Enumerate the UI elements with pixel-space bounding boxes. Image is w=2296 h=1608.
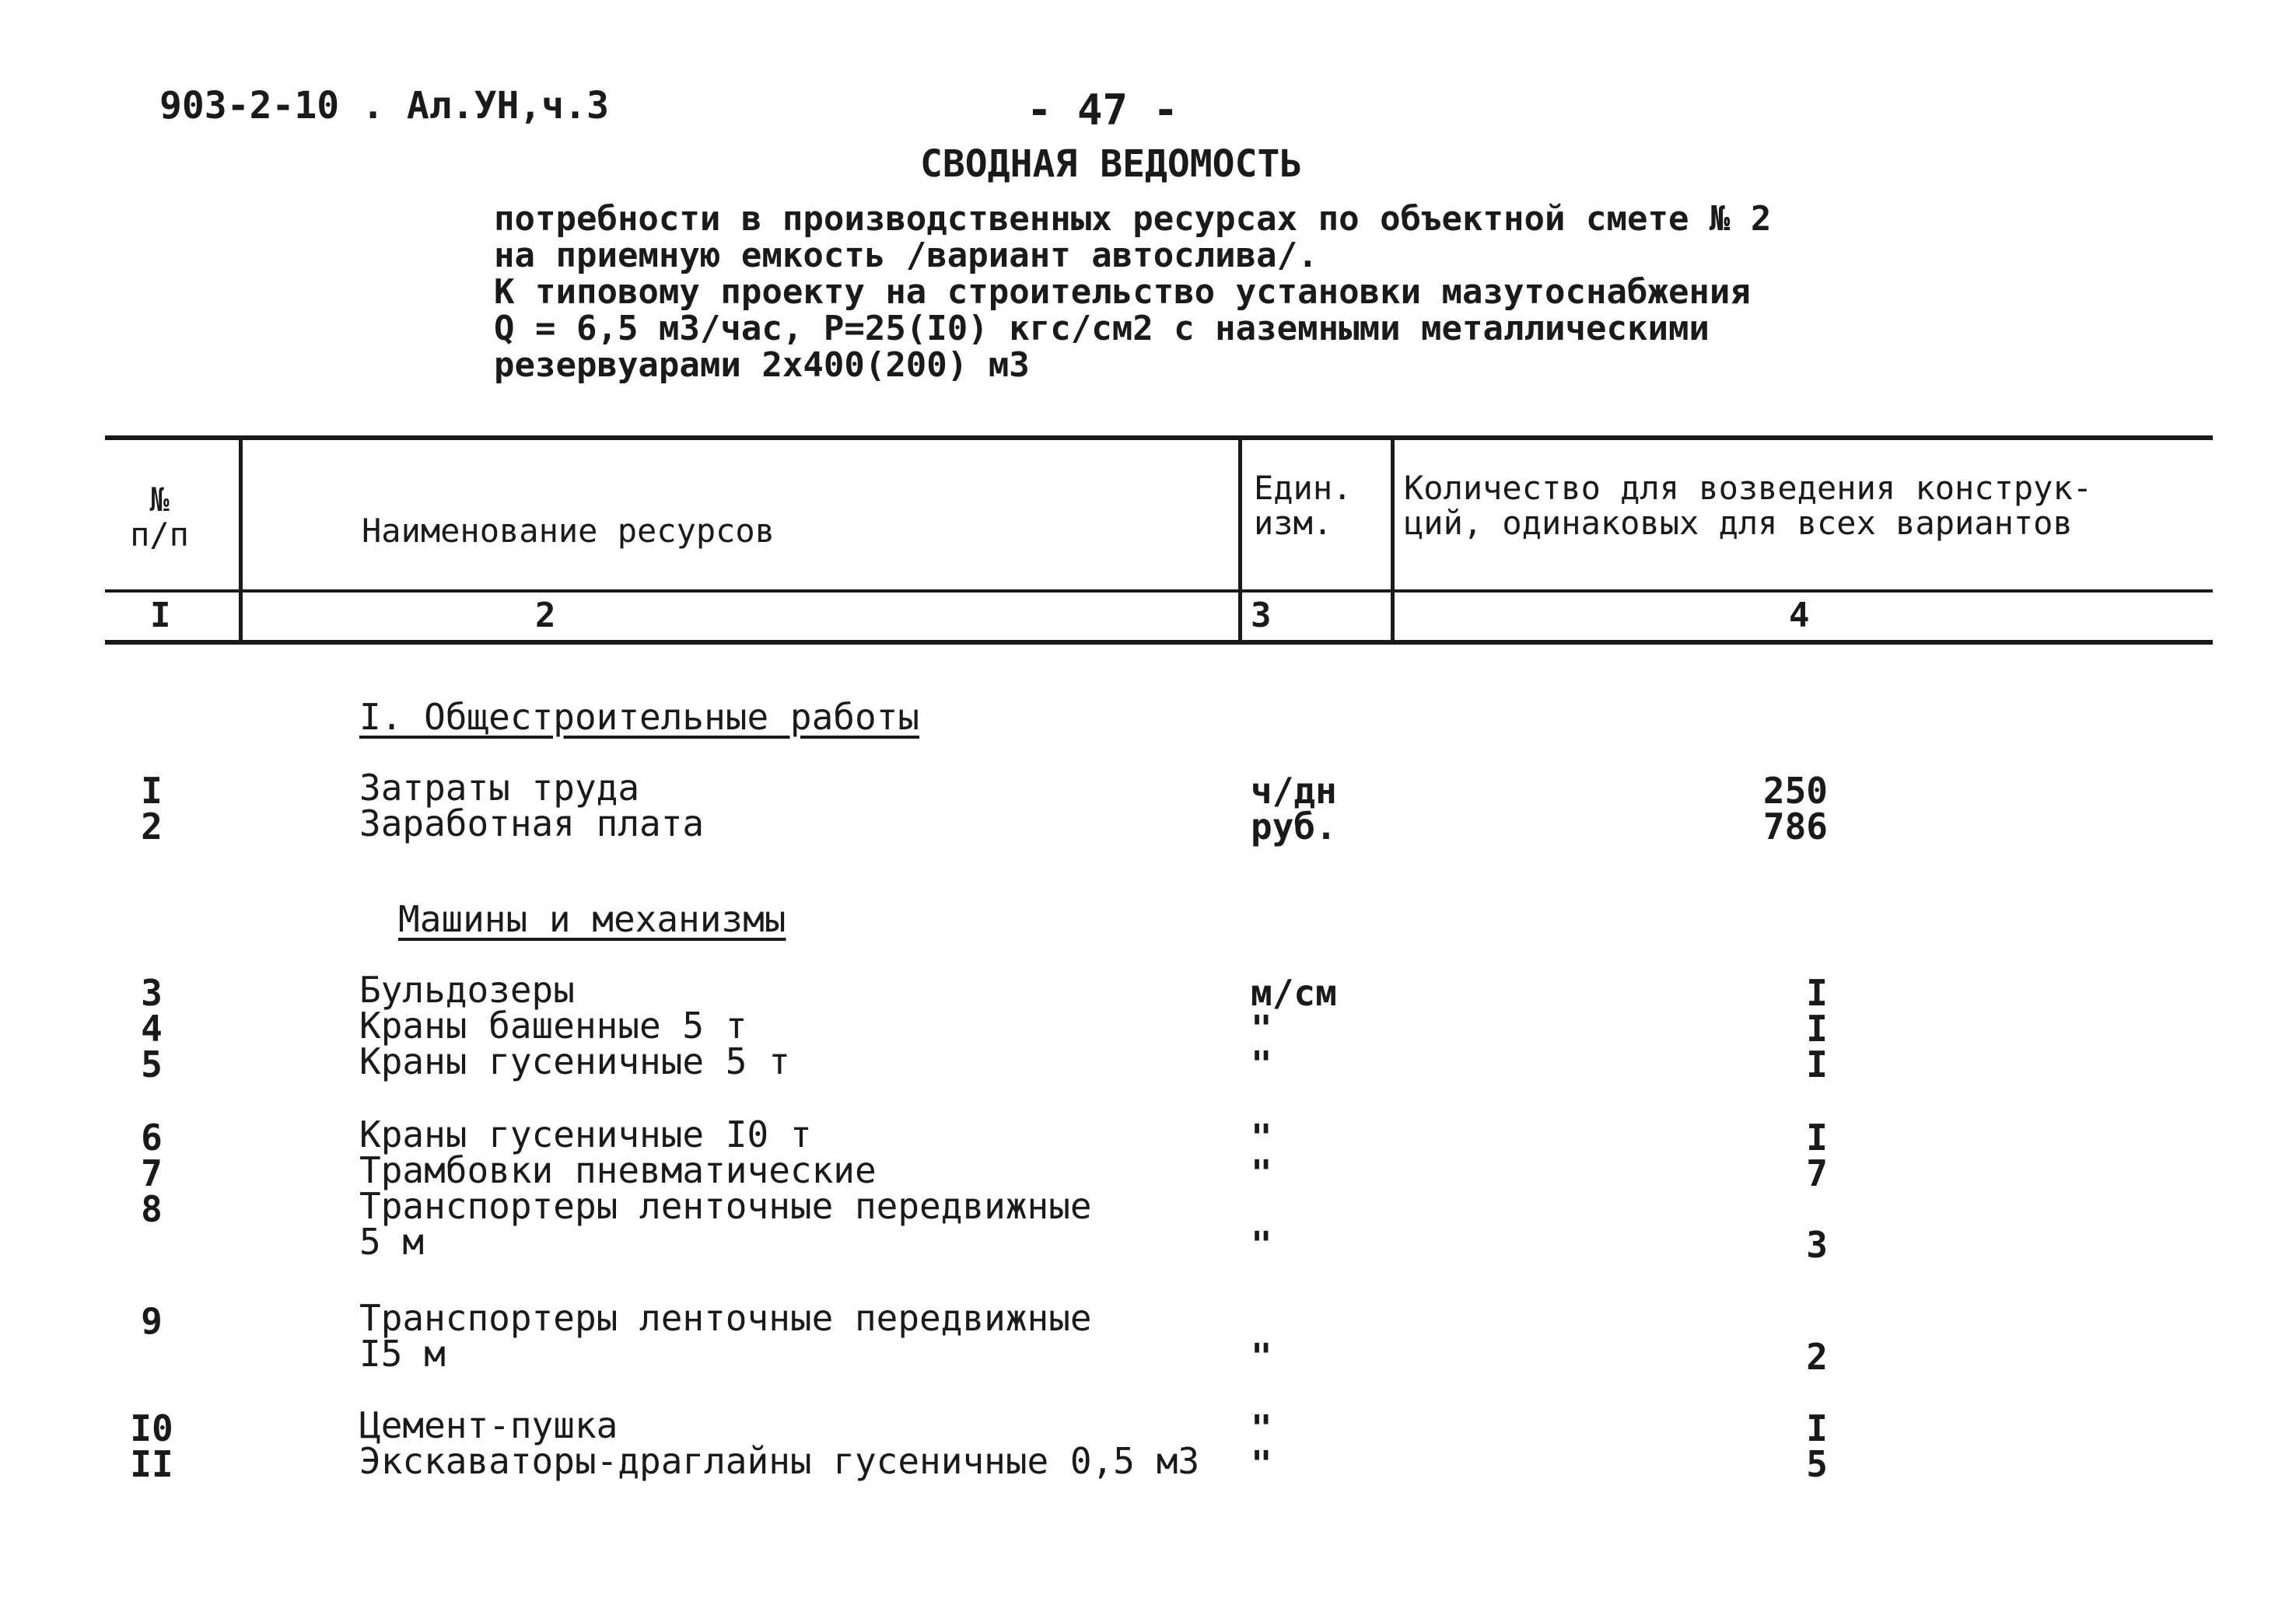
unit: "	[1251, 1043, 1272, 1085]
subsection-title-text: Машины и механизмы	[398, 898, 786, 940]
header-unit-line: изм.	[1254, 504, 1333, 542]
quantity: 3	[1806, 1224, 1828, 1266]
column-divider	[1238, 435, 1242, 640]
column-divider	[1391, 440, 1395, 640]
resource-name: Экскаваторы-драглайны гусеничные 0,5 м3	[359, 1440, 1200, 1482]
page-number: - 47 -	[1027, 86, 1179, 135]
table-row	[0, 1185, 2296, 1266]
header-num	[128, 482, 191, 552]
unit: "	[1251, 1224, 1272, 1266]
colnum-bottom-rule	[105, 640, 2213, 645]
quantity: 2	[1806, 1336, 1828, 1378]
unit: "	[1251, 1008, 1272, 1050]
document-code: 903-2-10 . Ал.УН,ч.3	[159, 84, 609, 128]
resource-name-line: I5 м	[359, 1333, 446, 1375]
unit: "	[1251, 1152, 1272, 1194]
subtitle-line: потребности в производственных ресурсах по объектной смете № 2	[494, 199, 1772, 239]
header-qty-line: Количество для возведения конструк-	[1404, 469, 2093, 507]
row-number: 7	[141, 1152, 163, 1194]
subtitle-line: Q = 6,5 м3/час, Р=25(I0) кгс/см2 с наземными металлическими	[494, 309, 1710, 348]
row-number: I	[141, 770, 163, 812]
header-bottom-rule	[105, 589, 2213, 593]
unit: "	[1251, 1407, 1272, 1449]
unit: ч/дн	[1251, 770, 1337, 812]
resource-name: Краны гусеничные 5 т	[359, 1040, 790, 1082]
header-unit	[1254, 470, 1352, 540]
resource-name: Затраты труда	[359, 767, 640, 809]
unit: м/см	[1251, 972, 1337, 1014]
row-number: I0	[130, 1407, 173, 1449]
resource-name: Краны башенные 5 т	[359, 1005, 747, 1047]
column-divider	[239, 440, 243, 640]
resource-name-line: Транспортеры ленточные передвижные	[359, 1185, 1092, 1227]
row-number: 3	[141, 972, 163, 1014]
document-title: СВОДНАЯ ВЕДОМОСТЬ	[920, 142, 1303, 186]
resource-name: Цемент-пушка	[359, 1404, 618, 1446]
table-row	[0, 1297, 2296, 1378]
header-unit-line: Един.	[1254, 469, 1353, 507]
header-num-label: п/п	[130, 516, 189, 554]
resource-name-line: 5 м	[359, 1221, 425, 1263]
table-row	[0, 802, 2296, 877]
header-qty-line: ций, одинаковых для всех вариантов	[1404, 504, 2073, 542]
row-number: 4	[141, 1008, 163, 1050]
quantity: I	[1806, 1008, 1828, 1050]
header-name: Наименование ресурсов	[362, 512, 775, 550]
quantity: 7	[1806, 1152, 1828, 1194]
quantity: 5	[1806, 1443, 1828, 1485]
quantity: 786	[1762, 806, 1828, 848]
row-number: 6	[141, 1117, 163, 1159]
row-number: 8	[141, 1188, 163, 1230]
resource-name	[359, 1297, 1092, 1375]
resource-name: Заработная плата	[359, 802, 705, 844]
row-number: II	[130, 1443, 173, 1485]
table-row	[0, 1440, 2296, 1515]
row-number: 9	[141, 1300, 163, 1342]
section-title-text: I. Общестроительные работы	[359, 696, 920, 738]
unit: "	[1251, 1117, 1272, 1159]
table-top-rule	[105, 435, 2213, 440]
quantity: I	[1806, 1407, 1828, 1449]
column-number: 2	[535, 596, 556, 635]
resource-name: Бульдозеры	[359, 969, 575, 1011]
section-title	[359, 696, 919, 738]
quantity: I	[1806, 972, 1828, 1014]
column-number: I	[150, 596, 171, 635]
row-number: 5	[141, 1043, 163, 1085]
document-subtitle	[494, 201, 1771, 383]
quantity: I	[1806, 1043, 1828, 1085]
table-row	[0, 1040, 2296, 1115]
subtitle-line: резервуарами 2х400(200) м3	[494, 345, 1030, 385]
header-num-symbol: №	[149, 481, 170, 519]
row-number: 2	[141, 806, 163, 848]
unit: "	[1251, 1443, 1272, 1485]
subtitle-line: К типовому проекту на строительство установки мазутоснабжения	[494, 272, 1751, 312]
resource-name: Трамбовки пневматические	[359, 1149, 877, 1191]
column-number: 4	[1789, 596, 1810, 635]
resource-name: Краны гусеничные I0 т	[359, 1113, 812, 1155]
quantity: I	[1806, 1117, 1828, 1159]
subsection-title	[398, 898, 786, 940]
unit: руб.	[1251, 806, 1337, 848]
quantity: 250	[1762, 770, 1828, 812]
unit: "	[1251, 1336, 1272, 1378]
resource-name-line: Транспортеры ленточные передвижные	[359, 1297, 1092, 1339]
column-number: 3	[1251, 596, 1272, 635]
subtitle-line: на приемную емкость /вариант автослива/.	[494, 236, 1318, 275]
header-qty	[1404, 470, 2092, 540]
resource-name	[359, 1185, 1092, 1263]
